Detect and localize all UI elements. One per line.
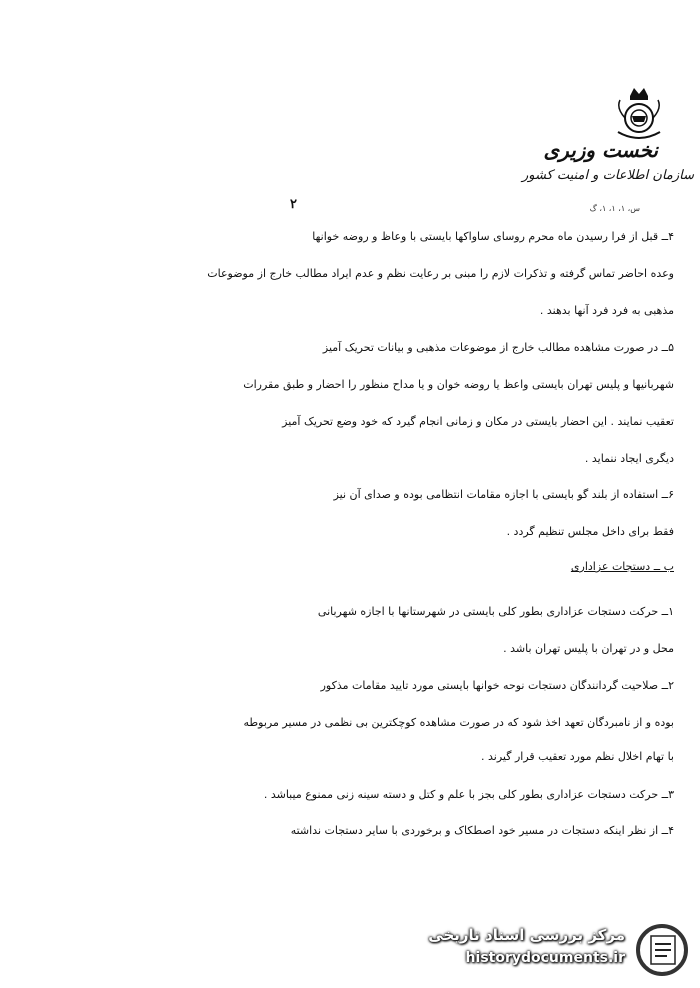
body-line: وعده احاضر تماس گرفته و تذکرات لازم را مبنی بر رعایت نظم و عدم ایراد مطالب خارج از موضوعات: [207, 267, 674, 280]
body-line: ۲ــ صلاحیت گردانندگان دستجات نوحه خوانها بایستی مورد تایید مقامات مذکور: [320, 679, 674, 692]
body-line: ۳ــ حرکت دستجات عزاداری بطور کلی بجز با علم و کتل و دسته سینه زنی ممنوع میباشد .: [263, 788, 674, 801]
body-line: ۶ــ استفاده از بلند گو بایستی با اجازه مقامات انتظامی بوده و صدای آن نیز: [333, 488, 674, 501]
page-number: ۲: [290, 197, 297, 212]
body-line: با تهام اخلال نظم مورد تعقیب قرار گیرند .: [481, 750, 674, 763]
handwritten-title: نخست وزیری: [543, 138, 658, 162]
body-line: بوده و از نامبردگان تعهد اخذ شود که در صورت مشاهده کوچکترین بی نظمی در مسیر مربوطه: [243, 716, 674, 729]
body-line: ۴ــ از نظر اینکه دستجات در مسیر خود اصطکاک و برخوردی با سایر دستجات نداشته: [290, 824, 674, 837]
section-heading: ب ــ دستجات عزاداری: [570, 560, 674, 573]
royal-emblem-icon: [608, 82, 670, 146]
body-line: ۴ــ قبل از فرا رسیدن ماه محرم روسای ساواکها بایستی با وعاظ و روضه خوانها: [312, 230, 674, 243]
watermark-text: مرکز بررسی اسناد تاریخی: [428, 926, 625, 944]
watermark-url: historydocuments.ir: [465, 950, 625, 966]
body-line: مذهبی به فرد فرد آنها بدهند .: [539, 304, 674, 317]
body-line: تعقیب نمایند . این احضار بایستی در مکان و زمانی انجام گیرد که خود وضع تحریک آمیز: [282, 415, 674, 428]
watermark: [420, 920, 695, 980]
body-line: فقط برای داخل مجلس تنظیم گردد .: [506, 525, 674, 538]
archive-logo-icon: [633, 922, 691, 978]
reference-code: س، ۱، ۱، ۱، گ: [589, 204, 640, 213]
body-line: شهربانیها و پلیس تهران بایستی واعظ یا روضه خوان و یا مداح منظور را احضار و طبق مقررات: [243, 378, 674, 391]
body-line: محل و در تهران با پلیس تهران باشد .: [503, 642, 674, 655]
organization-name: سازمان اطلاعات و امنیت کشور: [521, 168, 694, 183]
body-line: دیگری ایجاد ننماید .: [584, 452, 674, 465]
body-line: ۵ــ در صورت مشاهده مطالب خارج از موضوعات مذهبی و بیانات تحریک آمیز: [322, 341, 674, 354]
body-line: ۱ــ حرکت دستجات عزاداری بطور کلی بایستی در شهرستانها با اجازه شهربانی: [317, 605, 674, 618]
